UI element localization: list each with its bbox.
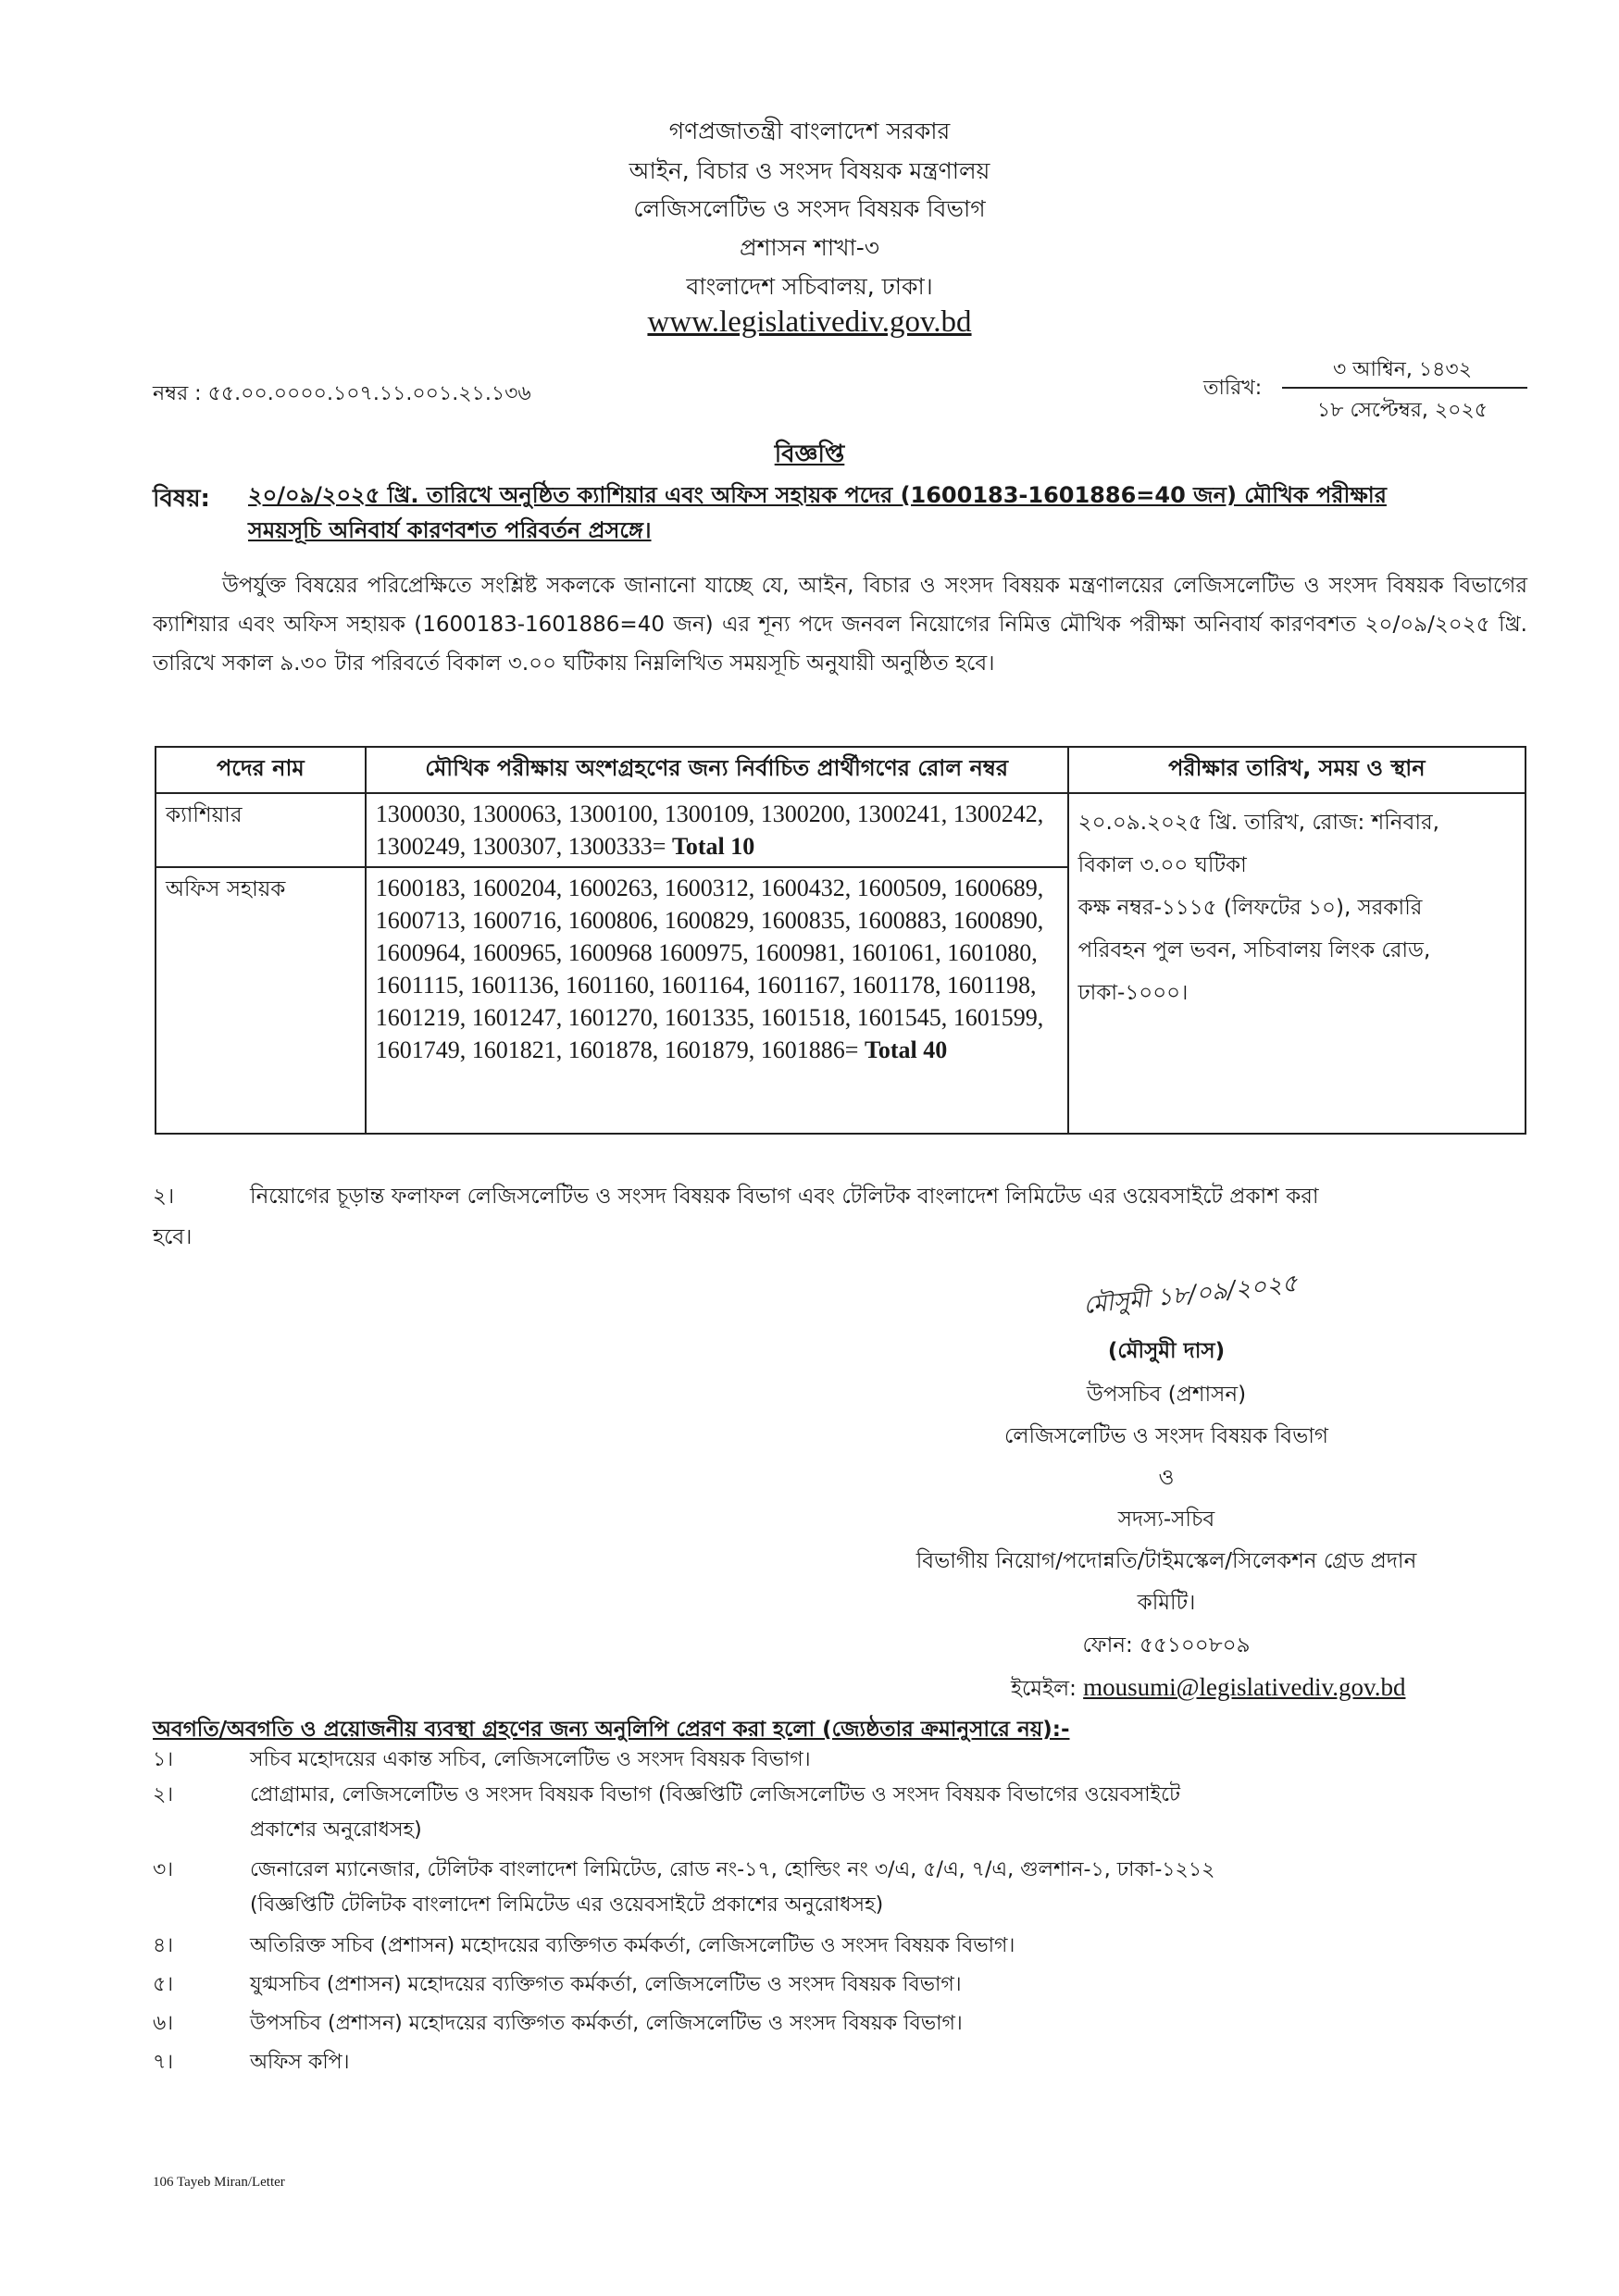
cc-heading: অবগতি/অবগতি ও প্রয়োজনীয় ব্যবস্থা গ্রহণের জন্য অনুলিপি প্রেরণ করা হলো (জ্যেষ্ঠতার ক্রমানুসারে নয়):-: [153, 1718, 1070, 1742]
venue-line-1: ২০.০৯.২০২৫ খ্রি. তারিখ, রোজ: শনিবার,: [1077, 811, 1439, 835]
cc-item-1: সচিব মহোদয়ের একান্ত সচিব, লেজিসলেটিভ ও সংসদ বিষয়ক বিভাগ।: [250, 1748, 811, 1771]
handwritten-signature: মৌসুমী ১৮/০৯/২০২৫: [1081, 1269, 1300, 1321]
signatory-name: (মৌসুমী দাস): [1107, 1339, 1226, 1363]
cc-item-1-number: ১।: [153, 1748, 174, 1771]
rolls-office-assistant-list: 1600183, 1600204, 1600263, 1600312, 1600432, 1600509, 1600689, 1600713, 1600716, 1600806, 1600829, 1600835, 1600883, 1600890, 1600964, 1600965, 1600968 1600975, 1600981, 1601061, 1601080, 1601115, 1601136, 1601160, 1601164, 1601167, 1601178, 1601198, 1601219, 1601247, 1601270, 1601335, 1601518, 1601545, 1601599, 1601749, 1601821, 1601878, 1601879, 1601886=: [375, 875, 1044, 1063]
post-office-assistant: অফিস সহায়ক: [156, 867, 366, 1134]
email-link[interactable]: mousumi@legislativediv.gov.bd: [1083, 1673, 1406, 1701]
date-bangla: ৩ আশ্বিন, ১৪৩২: [1332, 358, 1473, 381]
cc-item-3-number: ৩।: [153, 1858, 174, 1881]
cc-item-2: প্রোগ্রামার, লেজিসলেটিভ ও সংসদ বিষয়ক বিভাগ (বিজ্ঞপ্তিটি লেজিসলেটিভ ও সংসদ বিষয়ক বিভাগের ওয়েবসাইটে: [250, 1783, 1180, 1806]
date-divider: [1282, 387, 1527, 389]
cc-item-5-number: ৫।: [153, 1973, 174, 1996]
rolls-cashier-total: Total 10: [671, 833, 755, 860]
header-website[interactable]: www.legislativediv.gov.bd: [647, 305, 972, 339]
signatory-division: লেজিসলেটিভ ও সংসদ বিষয়ক বিভাগ: [1004, 1424, 1328, 1448]
cc-item-6-number: ৬।: [153, 2012, 174, 2035]
exam-venue: [1068, 793, 1526, 1134]
signatory-and: ও: [1158, 1466, 1175, 1490]
signatory-member: সদস্য-সচিব: [1117, 1508, 1215, 1532]
subject-line-1: ২০/০৯/২০২৫ খ্রি. তারিখে অনুষ্ঠিত ক্যাশিয়ার এবং অফিস সহায়ক পদের (1600183-1601886=40 জন) মৌখিক পরীক্ষার: [248, 482, 1387, 508]
point-2-number: ২।: [153, 1185, 175, 1209]
header-division: লেজিসলেটিভ ও সংসদ বিষয়ক বিভাগ: [633, 195, 986, 222]
venue-line-3: কক্ষ নম্বর-১১১৫ (লিফটের ১০), সরকারি: [1077, 896, 1423, 920]
col-header-venue: পরীক্ষার তারিখ, সময় ও স্থান: [1068, 747, 1526, 793]
notice-heading: বিজ্ঞপ্তি: [774, 441, 845, 468]
cc-item-5: যুগ্মসচিব (প্রশাসন) মহোদয়ের ব্যক্তিগত কর্মকর্তা, লেজিসলেটিভ ও সংসদ বিষয়ক বিভাগ।: [250, 1973, 962, 1996]
header-ministry: আইন, বিচার ও সংসদ বিষয়ক মন্ত্রণালয়: [629, 157, 990, 184]
header-section: প্রশাসন শাখা-৩: [739, 234, 880, 261]
date-label: তারিখ:: [1203, 377, 1263, 400]
cc-item-3: জেনারেল ম্যানেজার, টেলিটক বাংলাদেশ লিমিটেড, রোড নং-১৭, হোল্ডিং নং ৩/এ, ৫/এ, ৭/এ, গুলশান-১, ঢাকা-১২১২: [250, 1858, 1215, 1881]
header-address: বাংলাদেশ সচিবালয়, ঢাকা।: [686, 273, 933, 300]
post-cashier: ক্যাশিয়ার: [156, 793, 366, 867]
point-2-text-cont: হবে।: [153, 1225, 193, 1249]
body-paragraph: উপর্যুক্ত বিষয়ের পরিপ্রেক্ষিতে সংশ্লিষ্ট সকলকে জানানো যাচ্ছে যে, আইন, বিচার ও সংসদ বিষয়ক মন্ত্রণালয়ের লেজিসলেটিভ ও সংসদ বিষয়ক বিভাগের ক্যাশিয়ার এবং অফিস সহায়ক (1600183-1601886=40 জন) এর শূন্য পদে জনবল নিয়োগের নিমিত্ত মৌখিক পরীক্ষা অনিবার্য কারণবশত ২০/০৯/২০২৫ খ্রি. তারিখে সকাল ৯.৩০ টার পরিবর্তে বিকাল ৩.০০ ঘটিকায় নিম্নলিখিত সময়সূচি অনুযায়ী অনুষ্ঠিত হবে।: [153, 574, 1527, 676]
email-row: [1011, 1667, 1405, 1710]
subject-line-2: সময়সূচি অনিবার্য কারণবশত পরিবর্তন প্রসঙ্গে।: [248, 517, 652, 543]
header-govt: গণপ্রজাতন্ত্রী বাংলাদেশ সরকার: [668, 118, 951, 144]
cc-item-7-number: ৭।: [153, 2051, 174, 2074]
rolls-office-assistant-total: Total 40: [864, 1036, 948, 1063]
table-row: [156, 793, 1526, 867]
col-header-rolls: মৌখিক পরীক্ষায় অংশগ্রহণের জন্য নির্বাচিত প্রার্থীগণের রোল নম্বর: [366, 747, 1068, 793]
signatory-designation: উপসচিব (প্রশাসন): [1086, 1383, 1247, 1407]
cc-item-7: অফিস কপি।: [250, 2051, 350, 2074]
point-2-text: নিয়োগের চূড়ান্ত ফলাফল লেজিসলেটিভ ও সংসদ বিষয়ক বিভাগ এবং টেলিটক বাংলাদেশ লিমিটেড এর ওয়েবসাইটে প্রকাশ করা: [250, 1185, 1319, 1209]
roll-number-table: [155, 746, 1526, 1135]
rolls-cashier: [366, 793, 1068, 867]
committee-line-1: বিভাগীয় নিয়োগ/পদোন্নতি/টাইমস্কেল/সিলেকশন গ্রেড প্রদান: [915, 1549, 1417, 1573]
cc-item-3-cont: (বিজ্ঞপ্তিটি টেলিটক বাংলাদেশ লিমিটেড এর ওয়েবসাইটে প্রকাশের অনুরোধসহ): [250, 1893, 884, 1917]
cc-item-4: অতিরিক্ত সচিব (প্রশাসন) মহোদয়ের ব্যক্তিগত কর্মকর্তা, লেজিসলেটিভ ও সংসদ বিষয়ক বিভাগ।: [250, 1934, 1015, 1957]
cc-item-2-number: ২।: [153, 1783, 174, 1806]
rolls-cashier-list: 1300030, 1300063, 1300100, 1300109, 1300200, 1300241, 1300242, 1300249, 1300307, 1300333=: [375, 800, 1044, 860]
signatory-phone: ফোন: ৫৫১০০৮০৯: [1082, 1633, 1251, 1657]
venue-line-2: বিকাল ৩.০০ ঘটিকা: [1077, 853, 1247, 877]
venue-line-4: পরিবহন পুল ভবন, সচিবালয় লিংক রোড,: [1077, 938, 1431, 962]
col-header-post: পদের নাম: [156, 747, 366, 793]
table-header-row: [156, 747, 1526, 793]
footer-reference: 106 Tayeb Miran/Letter: [153, 2175, 285, 2190]
cc-item-6: উপসচিব (প্রশাসন) মহোদয়ের ব্যক্তিগত কর্মকর্তা, লেজিসলেটিভ ও সংসদ বিষয়ক বিভাগ।: [250, 2012, 963, 2035]
rolls-office-assistant: [366, 867, 1068, 1134]
subject-label: বিষয়:: [153, 485, 210, 513]
memo-number: নম্বর : ৫৫.০০.০০০০.১০৭.১১.০০১.২১.১৩৬: [153, 382, 531, 405]
email-label: ইমেইল:: [1011, 1677, 1077, 1701]
date-english: ১৮ সেপ্টেম্বর, ২০২৫: [1316, 399, 1488, 422]
cc-item-2-cont: প্রকাশের অনুরোধসহ): [250, 1818, 422, 1842]
committee-line-2: কমিটি।: [1137, 1591, 1196, 1615]
venue-line-5: ঢাকা-১০০০।: [1077, 981, 1189, 1005]
cc-item-4-number: ৪।: [153, 1934, 174, 1957]
